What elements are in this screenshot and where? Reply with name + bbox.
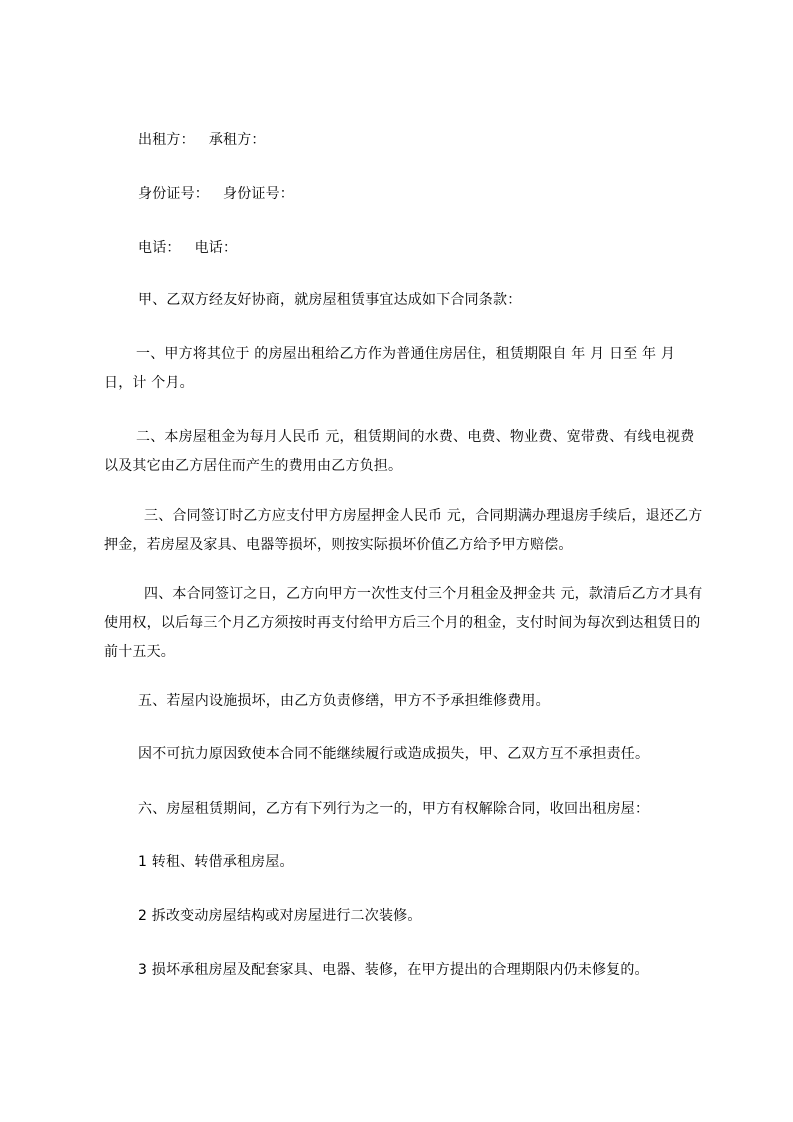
clause-3-paragraph: 三、合同签订时乙方应支付甲方房屋押金人民币 元，合同期满办理退房手续后，退还乙方押金，若房屋及家具、电器等损坏，则按实际损坏价值乙方给予甲方赔偿。 [104,508,703,553]
clause-2-paragraph: 二、本房屋租金为每月人民币 元，租赁期间的水费、电费、物业费、宽带费、有线电视费以及其它由乙方居住而产生的费用由乙方负担。 [104,429,695,474]
clause-6-item-2: 2 拆改变动房屋结构或对房屋进行二次装修。 [138,908,422,924]
clause-1-paragraph: 一、甲方将其位于 的房屋出租给乙方作为普通住房居住，租赁期限自 年 月 日至 年 月 日，计 个月。 [104,346,676,391]
lessee-id-label: 身份证号： [223,186,294,202]
party-names-line [104,126,704,155]
lessor-phone-label: 电话： [138,240,181,256]
clause-6-item-1: 1 转租、转借承租房屋。 [138,854,294,870]
force-majeure-paragraph: 因不可抗力原因致使本合同不能继续履行或造成损失，甲、乙双方互不承担责任。 [138,746,650,762]
clause-6-item-3: 3 损坏承租房屋及配套家具、电器、装修，在甲方提出的合理期限内仍未修复的。 [138,962,649,978]
intro-paragraph: 甲、乙双方经友好协商，就房屋租赁事宜达成如下合同条款： [138,292,522,308]
phone-line [104,234,704,263]
clause-6-paragraph: 六、房屋租赁期间，乙方有下列行为之一的，甲方有权解除合同，收回出租房屋： [138,801,650,817]
lessor-id-label: 身份证号： [138,186,209,202]
id-number-line [104,180,704,209]
lessor-label: 出租方： [138,132,195,148]
lessee-label: 承租方： [208,132,266,148]
clause-4-paragraph: 四、本合同签订之日，乙方向甲方一次性支付三个月租金及押金共 元，款清后乙方才具有使用权，以后每三个月乙方须按时再支付给甲方后三个月的租金，支付时间为每次到达租赁日的前十五天。 [104,586,703,660]
clause-5-paragraph: 五、若屋内设施损坏，由乙方负责修缮，甲方不予承担维修费用。 [138,693,550,709]
lessee-phone-label: 电话： [194,240,238,256]
